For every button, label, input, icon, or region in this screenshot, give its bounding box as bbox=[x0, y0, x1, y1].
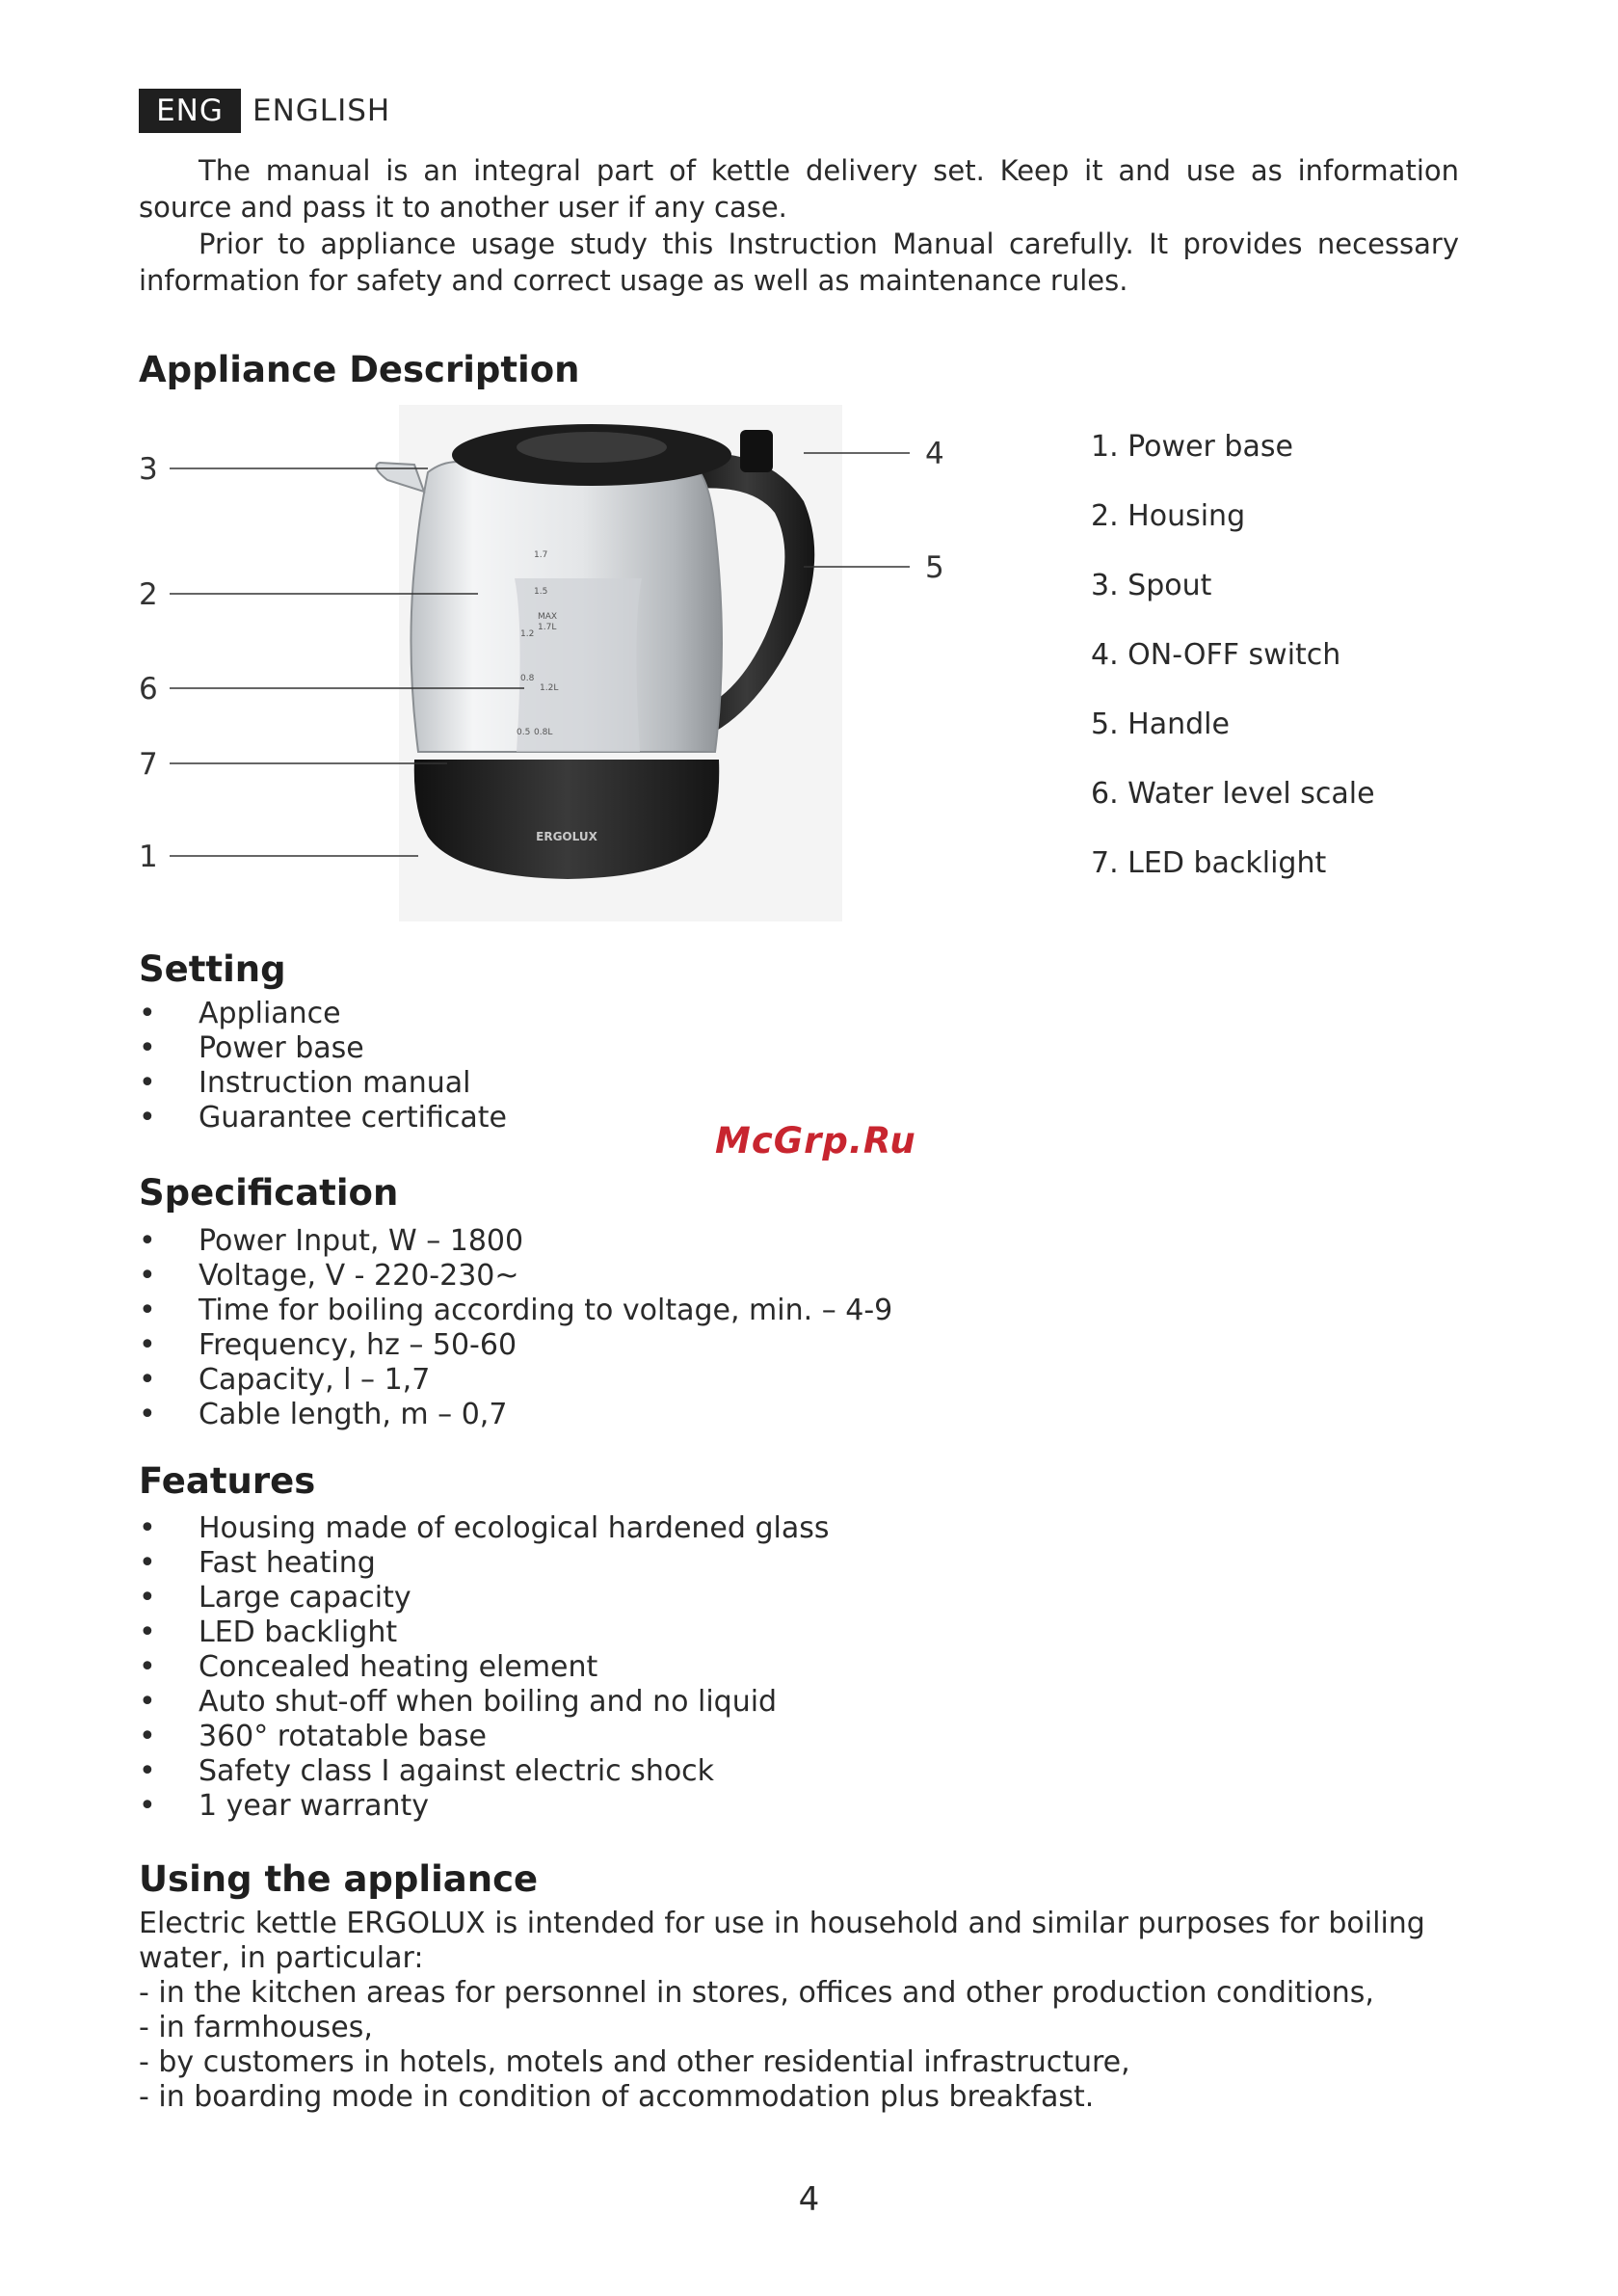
part-item: 1. Power base bbox=[1091, 430, 1293, 464]
part-item: 4. ON-OFF switch bbox=[1091, 638, 1341, 672]
intro-text bbox=[139, 152, 1459, 299]
using-line: - in farmhouses, bbox=[139, 2011, 373, 2044]
list-item: • Guarantee certificate bbox=[139, 1101, 507, 1135]
part-item: 2. Housing bbox=[1091, 499, 1246, 533]
scale-mark-4: 1.7L bbox=[538, 623, 557, 632]
setting-list bbox=[139, 997, 507, 1135]
using-heading: Using the appliance bbox=[139, 1858, 539, 1900]
kettle-lid-button bbox=[517, 432, 667, 463]
scale-mark-8: 0.5 bbox=[517, 728, 531, 737]
scale-mark-3: MAX bbox=[538, 612, 558, 622]
using-line: - in the kitchen areas for personnel in stores, offices and other production conditions, bbox=[139, 1976, 1374, 2010]
callout-4: 4 bbox=[925, 437, 944, 471]
list-item: • Fast heating bbox=[139, 1546, 829, 1581]
callout-2: 2 bbox=[139, 577, 158, 612]
list-item: • Auto shut-off when boiling and no liquid bbox=[139, 1685, 829, 1720]
using-line: - in boarding mode in condition of accommodation plus breakfast. bbox=[139, 2080, 1095, 2114]
list-item: • Safety class I against electric shock bbox=[139, 1754, 829, 1789]
list-item: • Power Input, W – 1800 bbox=[139, 1224, 892, 1259]
page-number: 4 bbox=[798, 2180, 820, 2219]
callout-6: 6 bbox=[139, 672, 158, 707]
list-item: • 360° rotatable base bbox=[139, 1720, 829, 1754]
kettle-inner-filter bbox=[515, 578, 642, 752]
specification-list bbox=[139, 1224, 892, 1432]
language-name: ENGLISH bbox=[252, 93, 391, 128]
callout-5: 5 bbox=[925, 550, 944, 585]
list-item: • Housing made of ecological hardened glass bbox=[139, 1511, 829, 1546]
scale-mark-5: 1.2 bbox=[520, 629, 535, 639]
list-item: • 1 year warranty bbox=[139, 1789, 829, 1824]
callout-3: 3 bbox=[139, 452, 158, 487]
appliance-description-heading: Appliance Description bbox=[139, 349, 580, 390]
part-item: 3. Spout bbox=[1091, 569, 1212, 602]
watermark: McGrp.Ru bbox=[715, 1120, 916, 1161]
list-item: • Voltage, V - 220-230~ bbox=[139, 1259, 892, 1294]
list-item: • Appliance bbox=[139, 997, 507, 1031]
features-heading: Features bbox=[139, 1460, 316, 1502]
using-line: water, in particular: bbox=[139, 1941, 424, 1975]
scale-mark-1: 1.7 bbox=[534, 550, 548, 560]
setting-heading: Setting bbox=[139, 948, 286, 990]
kettle-brand-label: ERGOLUX bbox=[536, 830, 597, 843]
kettle-switch bbox=[740, 430, 773, 472]
callout-1: 1 bbox=[139, 840, 158, 874]
kettle-illustration bbox=[139, 405, 968, 925]
kettle-diagram bbox=[139, 405, 968, 925]
list-item: • Concealed heating element bbox=[139, 1650, 829, 1685]
callout-7: 7 bbox=[139, 747, 158, 782]
list-item: • Frequency, hz – 50-60 bbox=[139, 1328, 892, 1363]
list-item: • Large capacity bbox=[139, 1581, 829, 1615]
using-line: - by customers in hotels, motels and other residential infrastructure, bbox=[139, 2045, 1130, 2079]
features-list bbox=[139, 1511, 829, 1824]
list-item: • Capacity, l – 1,7 bbox=[139, 1363, 892, 1398]
intro-paragraph-1: The manual is an integral part of kettle delivery set. Keep it and use as information source and pass it to another user if any case. bbox=[139, 154, 1459, 224]
list-item: • LED backlight bbox=[139, 1615, 829, 1650]
scale-mark-9: 0.8L bbox=[534, 728, 553, 737]
part-item: 5. Handle bbox=[1091, 707, 1230, 741]
scale-mark-6: 0.8 bbox=[520, 674, 535, 683]
using-line: Electric kettle ERGOLUX is intended for use in household and similar purposes for boiling bbox=[139, 1907, 1425, 1940]
list-item: • Power base bbox=[139, 1031, 507, 1066]
language-code-tag: ENG bbox=[139, 89, 241, 133]
intro-paragraph-2: Prior to appliance usage study this Instruction Manual carefully. It provides necessary information for safety and correct usage as well as maintenance rules. bbox=[139, 227, 1459, 297]
parts-list bbox=[1091, 430, 1375, 916]
using-text bbox=[139, 1907, 1459, 2115]
part-item: 7. LED backlight bbox=[1091, 846, 1327, 880]
list-item: • Time for boiling according to voltage, min. – 4-9 bbox=[139, 1294, 892, 1328]
list-item: • Cable length, m – 0,7 bbox=[139, 1398, 892, 1432]
list-item: • Instruction manual bbox=[139, 1066, 507, 1101]
part-item: 6. Water level scale bbox=[1091, 777, 1375, 811]
scale-mark-2: 1.5 bbox=[534, 587, 548, 597]
scale-mark-7: 1.2L bbox=[540, 683, 559, 693]
specification-heading: Specification bbox=[139, 1172, 399, 1214]
